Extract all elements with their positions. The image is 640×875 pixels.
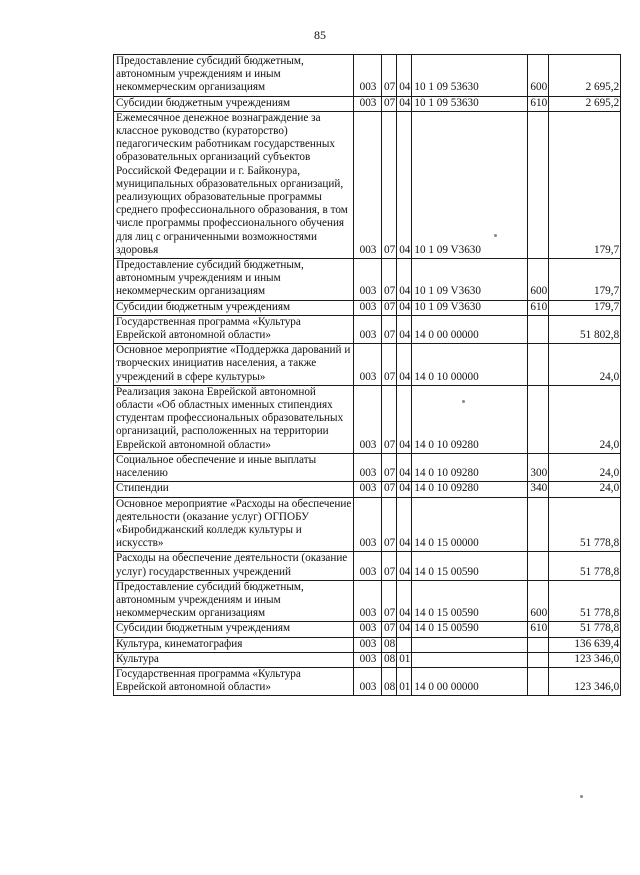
row-amount: 24,0: [549, 453, 621, 481]
row-expense-type: [528, 111, 549, 258]
row-section-code: 07: [382, 344, 397, 386]
row-amount: 179,7: [549, 111, 621, 258]
row-subsection-code: 04: [397, 580, 412, 622]
row-grbs-code: 003: [354, 344, 382, 386]
row-amount: 179,7: [549, 259, 621, 301]
row-grbs-code: 003: [354, 622, 382, 637]
row-name: Культура, кинематография: [114, 637, 354, 652]
row-grbs-code: 003: [354, 580, 382, 622]
table-row: [114, 96, 621, 111]
row-name: Культура: [114, 652, 354, 667]
row-amount: 179,7: [549, 300, 621, 315]
row-target-article: 14 0 15 00590: [412, 580, 528, 622]
row-target-article: [412, 652, 528, 667]
row-amount: 51 778,8: [549, 497, 621, 552]
row-section-code: 07: [382, 552, 397, 580]
row-name: Субсидии бюджетным учреждениям: [114, 96, 354, 111]
row-grbs-code: 003: [354, 96, 382, 111]
row-expense-type: [528, 552, 549, 580]
row-target-article: 14 0 10 00000: [412, 344, 528, 386]
row-target-article: 14 0 00 00000: [412, 667, 528, 695]
row-grbs-code: 003: [354, 259, 382, 301]
row-subsection-code: 04: [397, 55, 412, 97]
table-row: [114, 344, 621, 386]
table-row: [114, 580, 621, 622]
row-target-article: 14 0 10 09280: [412, 385, 528, 453]
row-amount: 2 695,2: [549, 55, 621, 97]
row-section-code: 07: [382, 300, 397, 315]
row-section-code: 07: [382, 111, 397, 258]
row-grbs-code: 003: [354, 111, 382, 258]
row-name: Государственная программа «Культура Еврейской автономной области»: [114, 667, 354, 695]
row-section-code: 08: [382, 637, 397, 652]
row-section-code: 07: [382, 580, 397, 622]
row-expense-type: [528, 667, 549, 695]
row-amount: 2 695,2: [549, 96, 621, 111]
row-amount: 51 778,8: [549, 580, 621, 622]
row-grbs-code: 003: [354, 300, 382, 315]
row-section-code: 07: [382, 482, 397, 497]
table-row: [114, 652, 621, 667]
row-name: Субсидии бюджетным учреждениям: [114, 300, 354, 315]
row-target-article: [412, 637, 528, 652]
row-expense-type: [528, 637, 549, 652]
budget-table-body: [114, 55, 621, 696]
row-grbs-code: 003: [354, 385, 382, 453]
row-subsection-code: [397, 637, 412, 652]
row-amount: 24,0: [549, 344, 621, 386]
row-name: Ежемесячное денежное вознаграждение за классное руководство (кураторство) педагогическим работникам государственных образовательных организаций субъектов Российской Федерации и г. Байконура, муниципальных образовательных организаций, реализующих образовательные программы среднего профессионального образования, в том числе программы профессионального обучения для лиц с ограниченными возможностями здоровья: [114, 111, 354, 258]
row-subsection-code: 04: [397, 315, 412, 343]
row-expense-type: 600: [528, 55, 549, 97]
row-target-article: 14 0 15 00590: [412, 552, 528, 580]
row-section-code: 07: [382, 315, 397, 343]
table-row: [114, 482, 621, 497]
row-amount: 123 346,0: [549, 652, 621, 667]
row-name: Основное мероприятие «Поддержка дарований и творческих инициатив населения, а также учреждений в сфере культуры»: [114, 344, 354, 386]
row-subsection-code: 04: [397, 111, 412, 258]
row-name: Стипендии: [114, 482, 354, 497]
row-expense-type: [528, 315, 549, 343]
row-section-code: 07: [382, 497, 397, 552]
table-row: [114, 453, 621, 481]
row-section-code: 08: [382, 652, 397, 667]
row-amount: 136 639,4: [549, 637, 621, 652]
row-expense-type: 600: [528, 580, 549, 622]
row-section-code: 07: [382, 96, 397, 111]
row-grbs-code: 003: [354, 552, 382, 580]
table-row: [114, 300, 621, 315]
row-target-article: 14 0 15 00000: [412, 497, 528, 552]
row-subsection-code: 04: [397, 622, 412, 637]
row-amount: 51 778,8: [549, 552, 621, 580]
row-target-article: 14 0 10 09280: [412, 482, 528, 497]
row-amount: 51 802,8: [549, 315, 621, 343]
scan-speck: [494, 234, 497, 237]
row-subsection-code: 04: [397, 385, 412, 453]
row-expense-type: 610: [528, 300, 549, 315]
budget-table: [113, 54, 621, 696]
row-grbs-code: 003: [354, 482, 382, 497]
row-expense-type: [528, 344, 549, 386]
table-row: [114, 622, 621, 637]
table-row: [114, 55, 621, 97]
row-section-code: 07: [382, 259, 397, 301]
row-subsection-code: 04: [397, 552, 412, 580]
row-amount: 24,0: [549, 385, 621, 453]
row-grbs-code: 003: [354, 652, 382, 667]
table-row: [114, 497, 621, 552]
page-number: 85: [314, 28, 326, 42]
table-row: [114, 667, 621, 695]
table-row: [114, 637, 621, 652]
row-section-code: 07: [382, 385, 397, 453]
row-grbs-code: 003: [354, 667, 382, 695]
row-target-article: 10 1 09 V3630: [412, 300, 528, 315]
scan-speck: [580, 795, 583, 798]
row-grbs-code: 003: [354, 55, 382, 97]
row-name: Предоставление субсидий бюджетным, автономным учреждениям и иным некоммерческим организациям: [114, 55, 354, 97]
row-subsection-code: 04: [397, 482, 412, 497]
row-grbs-code: 003: [354, 453, 382, 481]
row-name: Государственная программа «Культура Еврейской автономной области»: [114, 315, 354, 343]
row-subsection-code: 04: [397, 300, 412, 315]
table-row: [114, 111, 621, 258]
row-subsection-code: 01: [397, 652, 412, 667]
row-target-article: 14 0 00 00000: [412, 315, 528, 343]
row-grbs-code: 003: [354, 637, 382, 652]
row-name: Предоставление субсидий бюджетным, автономным учреждениям и иным некоммерческим организациям: [114, 580, 354, 622]
scan-speck: [462, 400, 465, 403]
row-name: Основное мероприятие «Расходы на обеспечение деятельности (оказание услуг) ОГПОБУ «Биробиджанский колледж культуры и искусств»: [114, 497, 354, 552]
row-name: Реализация закона Еврейской автономной области «Об областных именных стипендиях студентам профессиональных образовательных организаций, расположенных на территории Еврейской автономной области»: [114, 385, 354, 453]
table-row: [114, 385, 621, 453]
row-target-article: 10 1 09 V3630: [412, 111, 528, 258]
row-subsection-code: 04: [397, 344, 412, 386]
row-expense-type: [528, 652, 549, 667]
row-name: Социальное обеспечение и иные выплаты населению: [114, 453, 354, 481]
row-target-article: 10 1 09 53630: [412, 55, 528, 97]
row-expense-type: [528, 385, 549, 453]
row-subsection-code: 04: [397, 497, 412, 552]
row-subsection-code: 01: [397, 667, 412, 695]
row-grbs-code: 003: [354, 497, 382, 552]
row-expense-type: 300: [528, 453, 549, 481]
row-amount: 123 346,0: [549, 667, 621, 695]
row-grbs-code: 003: [354, 315, 382, 343]
table-row: [114, 315, 621, 343]
row-target-article: 14 0 15 00590: [412, 622, 528, 637]
row-expense-type: 610: [528, 622, 549, 637]
table-row: [114, 552, 621, 580]
table-row: [114, 259, 621, 301]
row-section-code: 07: [382, 55, 397, 97]
row-amount: 24,0: [549, 482, 621, 497]
row-target-article: 10 1 09 53630: [412, 96, 528, 111]
row-expense-type: 600: [528, 259, 549, 301]
row-name: Субсидии бюджетным учреждениям: [114, 622, 354, 637]
row-section-code: 07: [382, 453, 397, 481]
row-section-code: 07: [382, 622, 397, 637]
row-section-code: 08: [382, 667, 397, 695]
row-subsection-code: 04: [397, 453, 412, 481]
row-subsection-code: 04: [397, 259, 412, 301]
row-name: Предоставление субсидий бюджетным, автономным учреждениям и иным некоммерческим организациям: [114, 259, 354, 301]
row-subsection-code: 04: [397, 96, 412, 111]
row-target-article: 14 0 10 09280: [412, 453, 528, 481]
row-name: Расходы на обеспечение деятельности (оказание услуг) государственных учреждений: [114, 552, 354, 580]
row-target-article: 10 1 09 V3630: [412, 259, 528, 301]
row-expense-type: 610: [528, 96, 549, 111]
row-expense-type: 340: [528, 482, 549, 497]
row-amount: 51 778,8: [549, 622, 621, 637]
row-expense-type: [528, 497, 549, 552]
